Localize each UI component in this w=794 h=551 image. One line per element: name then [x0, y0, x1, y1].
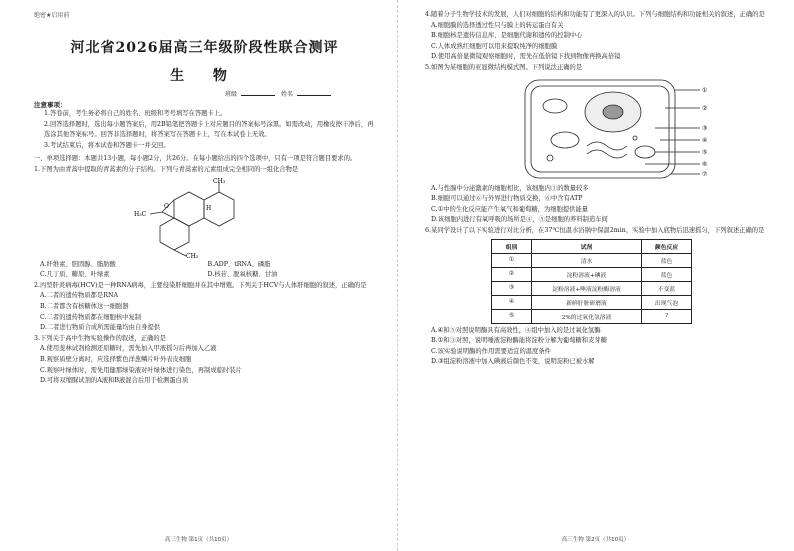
question-1: 1.下图为由青蒿中提取的青蒿素的分子结构。下列与青蒿素的元素组成完全相同的一组化合物是 — [34, 165, 299, 173]
q2-option-c[interactable]: C.二者的遗传物质都在细胞核中复制 — [40, 313, 142, 321]
h-label: H — [206, 204, 212, 212]
q5-option-a[interactable]: A.与性腺中分泌激素的细胞相比，该细胞内③的数量较多 — [431, 184, 589, 192]
table-header-color: 颜色反应 — [642, 239, 692, 253]
table-row — [492, 253, 692, 267]
table-row — [492, 281, 692, 295]
table-cell: 淀粉溶液+碘液 — [532, 267, 642, 281]
q1-options-row2 — [34, 270, 375, 281]
question-5: 5.如图为某细胞的亚显微结构模式图。下列说法正确的是 — [425, 63, 583, 71]
q3-option-d[interactable]: D.可将双缩脲试剂的A液和B液混合后用于检测蛋白质 — [40, 377, 189, 385]
q6-option-c[interactable]: C.该实验说明酶的作用需要适宜的温度条件 — [431, 347, 551, 355]
experiment-table — [491, 239, 692, 324]
table-cell: 淀粉溶液+唾液淀粉酶溶液 — [532, 281, 642, 295]
q1-option-b[interactable]: B.ADP、tRNA、磷脂 — [207, 260, 271, 268]
cell-label-6: ⑥ — [702, 160, 708, 168]
cell-label-4: ④ — [702, 136, 708, 144]
q2-option-d[interactable]: D.二者进行物质合成所需能量均由自身提供 — [40, 324, 161, 332]
q4-option-d[interactable]: D.使用高倍显微镜观察细胞时，需先在低倍镜下找到物像再换高倍镜 — [431, 53, 621, 61]
table-cell: 蓝色 — [642, 253, 692, 267]
question-3: 3.下列关于高中生物实验操作的叙述，正确的是 — [34, 334, 166, 342]
table-row — [492, 267, 692, 281]
cell-label-3: ③ — [702, 124, 708, 132]
notice-2: 2.回答选择题时，选出每小题答案后，用2B铅笔把答题卡上对应题目的答案标号涂黑。如需改动，用橡皮擦干净后，再选涂其他答案标号。回答非选择题时，将答案写在答题卡上，写在本试卷上无效。 — [44, 120, 374, 139]
q5-option-d[interactable]: D.该细胞内进行有氧呼吸的场所是④，⑤是细胞的养料制造车间 — [431, 216, 608, 224]
right-page — [397, 0, 794, 551]
subject-title: 生 物 — [170, 68, 239, 84]
examinee-info — [34, 89, 375, 98]
q3-option-c[interactable]: C.观察叶绿体时，需先用健那绿染液对叶绿体进行染色，再制成临时装片 — [40, 366, 242, 374]
q1-option-c[interactable]: C.几丁质、糖原、叶绿素 — [40, 271, 110, 279]
table-header-reagent: 试剂 — [532, 239, 642, 253]
table-cell: 蓝色 — [642, 267, 692, 281]
exam-title: 河北省2026届高三年级阶段性联合测评 — [70, 40, 339, 56]
q6-option-b[interactable]: B.①和③对照，说明唾液淀粉酶能将淀粉分解为葡萄糖和麦芽糖 — [431, 337, 607, 345]
cell-label-2: ② — [702, 104, 708, 112]
table-cell: 2%的过氧化氢溶液 — [532, 309, 642, 323]
q3-option-a[interactable]: A.使用斐林试剂检测还原糖时，需先加入甲液摇匀后再加入乙液 — [40, 345, 217, 353]
question-6: 6.某同学设计了以下实验进行对比分析，在37℃恒温水浴锅中保温2min，实验中加入底物后迅速摇匀，下列叙述正确的是 — [425, 226, 765, 234]
table-cell: ② — [492, 267, 532, 281]
table-row — [492, 309, 692, 323]
h3c-label: H₃C — [134, 210, 147, 218]
name-label: 姓名 — [280, 91, 293, 98]
secret-mark: 绝密★启用前 — [34, 12, 70, 19]
table-cell: ① — [492, 253, 532, 267]
table-cell: ④ — [492, 295, 532, 309]
table-cell: 新鲜肝脏研磨液 — [532, 295, 642, 309]
notice-1: 1.答卷前，考生务必将自己的姓名、班级和考号填写在答题卡上。 — [44, 110, 227, 117]
table-header-row — [492, 239, 692, 253]
name-blank — [297, 95, 331, 96]
section-1-heading: 一、单项选择题：本题共13小题，每小题2分，共26分。在每小题给出的四个选项中，只有一项是符合题目要求的。 — [34, 155, 357, 163]
table-header-group: 组别 — [492, 239, 532, 253]
ch3-top-label: CH₃ — [213, 177, 226, 185]
q5-option-b[interactable]: B.细胞可以通过⑥与外界进行物质交换，⑥中含有ATP — [431, 195, 583, 203]
o-label: O — [164, 202, 169, 210]
q4-option-a[interactable]: A.细胞膜的选择透过性只与膜上的转运蛋白有关 — [431, 21, 564, 29]
notice-3: 3.考试结束后，将本试卷和答题卡一并交回。 — [44, 141, 170, 149]
q3-option-b[interactable]: B.观察质壁分离时，应选择紫色洋葱鳞片叶外表皮细胞 — [40, 355, 192, 363]
table-row — [492, 295, 692, 309]
cell-label-1: ① — [702, 86, 708, 94]
q2-option-a[interactable]: A.二者的遗传物质都是RNA — [40, 292, 119, 300]
artemisinin-structure — [114, 178, 264, 258]
cell-label-7: ⑦ — [702, 170, 708, 178]
table-cell: ③ — [492, 281, 532, 295]
q1-options-row1 — [34, 260, 375, 271]
q2-option-b[interactable]: B.二者都含有核糖体这一细胞器 — [40, 302, 129, 310]
ch3-bottom-label: CH₃ — [186, 252, 199, 258]
q6-option-a[interactable]: A.④和⑤对照说明酶具有高效性，④组中加入的是过氧化氢酶 — [431, 326, 601, 334]
table-cell: 清水 — [532, 253, 642, 267]
q5-option-c[interactable]: C.①中的生化反应能产生氧气和葡萄糖，为细胞提供能量 — [431, 205, 589, 213]
cell-diagram — [495, 76, 735, 182]
notice-header: 注意事项： — [34, 101, 67, 109]
q1-option-a[interactable]: A.纤维素、胆固醇、脂肪酸 — [40, 260, 116, 268]
table-cell: 不变蓝 — [642, 281, 692, 295]
q4-option-c[interactable]: C.人体成熟红细胞可以用来提取纯净的细胞膜 — [431, 42, 558, 50]
question-4: 4.随着分子生物学技术的发展，人们对细胞的结构和功能有了更深入的认识。下列与细胞结构和功能相关的叙述，正确的是 — [425, 11, 765, 18]
q4-option-b[interactable]: B.细胞核是遗传信息库，是细胞代谢和遗传的控制中心 — [431, 32, 583, 40]
class-blank — [241, 95, 275, 96]
question-2: 2.丙型肝炎病毒(HCV)是一种RNA病毒，主要侵染肝细胞并在其中增殖。下列关于HCV与人体肝细胞的叙述，正确的是 — [34, 281, 367, 289]
class-label: 班级 — [225, 91, 238, 98]
left-footer: 高三生物 第1页（共10页） — [164, 537, 233, 543]
right-footer: 高三生物 第2页（共10页） — [561, 537, 630, 543]
table-cell: 出现气泡 — [642, 295, 692, 309]
q1-option-d[interactable]: D.核苷、脱氧核糖、甘油 — [207, 271, 278, 279]
table-cell: ? — [642, 309, 692, 323]
q6-option-d[interactable]: D.③组淀粉溶液中加入碘液后颜色不变，说明淀粉已被水解 — [431, 358, 595, 366]
cell-label-5: ⑤ — [702, 148, 708, 156]
table-cell: ⑤ — [492, 309, 532, 323]
